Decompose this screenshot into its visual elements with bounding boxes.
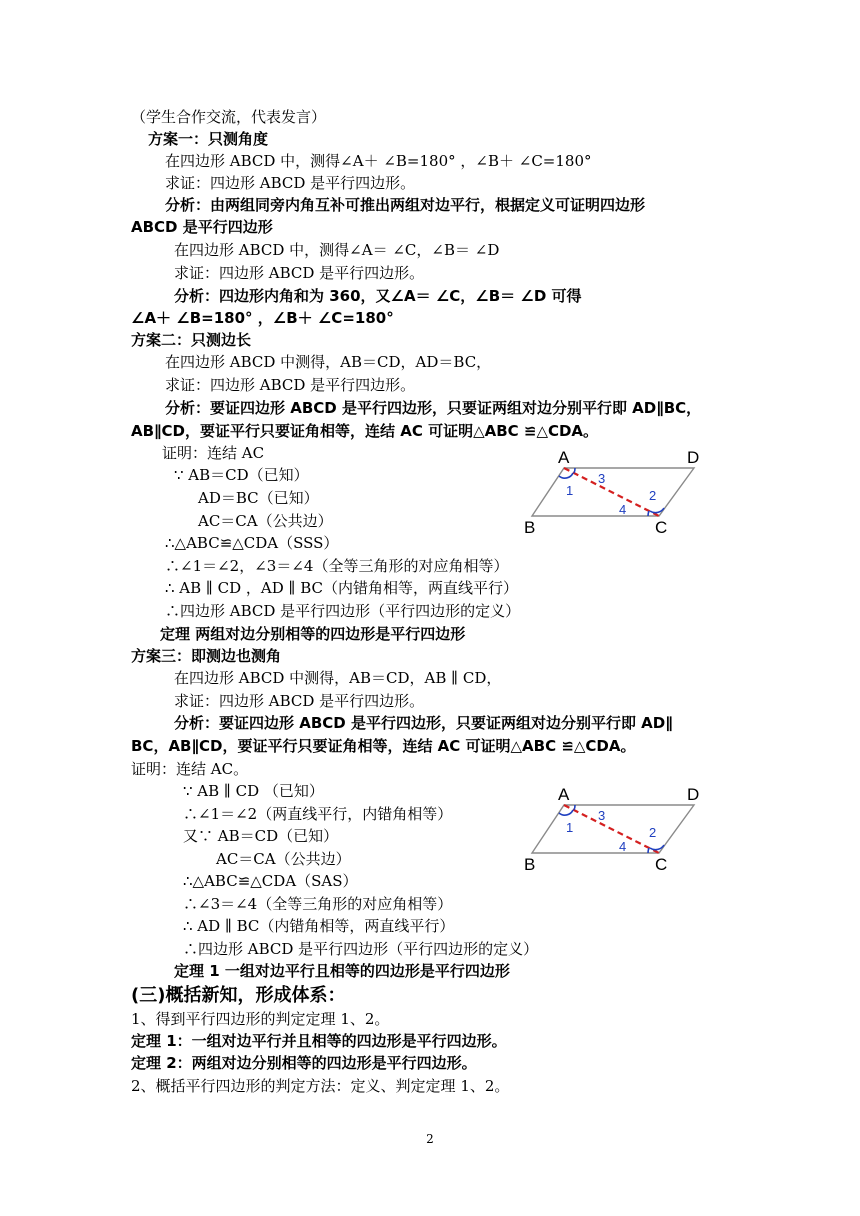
- angle-2-label: 2: [649, 488, 657, 503]
- proof-line: 证明：连结 AC: [162, 444, 265, 462]
- angle-3-mark: [574, 468, 575, 473]
- analysis-line: 分析：由两组同旁内角互补可推出两组对边平行，根据定义可证明四边形: [165, 196, 646, 214]
- theorem-line: 定理 1 一组对边平行且相等的四边形是平行四边形: [174, 962, 510, 980]
- proof-line: ∴∠3＝∠4（全等三角形的对应角相等）: [183, 895, 453, 913]
- text-line: 在四边形 ABCD 中，测得∠A＋ ∠B=180° ，∠B＋ ∠C=180°: [165, 152, 592, 170]
- analysis-line: AB∥CD，要证平行只要证角相等，连结 AC 可证明△ABC ≌△CDA。: [131, 422, 599, 440]
- vertex-a-label: A: [558, 785, 570, 804]
- text-line: 在四边形 ABCD 中测得，AB＝CD，AB ∥ CD，: [174, 669, 502, 687]
- text-line: （学生合作交流，代表发言）: [131, 108, 327, 126]
- angle-2-label: 2: [649, 825, 657, 840]
- proof-line: AC＝CA（公共边）: [198, 512, 333, 530]
- vertex-c-label: C: [655, 518, 668, 536]
- angle-4-label: 4: [619, 839, 627, 854]
- vertex-b-label: B: [524, 518, 536, 536]
- angle-4-mark: [648, 511, 649, 516]
- text-line: 在四边形 ABCD 中测得，AB＝CD，AD＝BC，: [165, 353, 492, 371]
- analysis-line: ABCD 是平行四边形: [131, 218, 273, 236]
- theorem-line: 定理 两组对边分别相等的四边形是平行四边形: [160, 625, 466, 643]
- text-line: 求证：四边形 ABCD 是平行四边形。: [165, 174, 416, 192]
- analysis-line: ∠A＋ ∠B=180° ，∠B＋ ∠C=180°: [131, 309, 394, 327]
- analysis-line: 分析：要证四边形 ABCD 是平行四边形，只要证两组对边分别平行即 AD∥: [174, 714, 673, 732]
- angle-1-mark: [559, 810, 573, 815]
- proof-line: ∵ AB ∥ CD （已知）: [183, 782, 324, 800]
- diagonal-ac: [564, 468, 659, 516]
- vertex-d-label: D: [687, 785, 700, 804]
- heading-scheme-3: 方案三：即测边也测角: [131, 647, 282, 665]
- heading-scheme-1: 方案一：只测角度: [148, 130, 269, 148]
- analysis-line: BC，AB∥CD，要证平行只要证角相等，连结 AC 可证明△ABC ≌△CDA。: [131, 737, 636, 755]
- proof-line: ∴∠1＝∠2，∠3＝∠4（全等三角形的对应角相等）: [165, 557, 509, 575]
- theorem-line: 定理 2：两组对边分别相等的四边形是平行四边形。: [131, 1054, 477, 1072]
- angle-1-label: 1: [566, 820, 574, 835]
- vertex-b-label: B: [524, 855, 536, 873]
- proof-line: ∴∠1＝∠2（两直线平行，内错角相等）: [183, 805, 453, 823]
- parallelogram-figure: [522, 446, 712, 536]
- proof-line: AC＝CA（公共边）: [216, 850, 351, 868]
- angle-1-label: 1: [566, 483, 574, 498]
- angle-1-mark: [559, 473, 573, 478]
- text-line: 在四边形 ABCD 中，测得∠A＝ ∠C，∠B＝ ∠D: [174, 241, 500, 259]
- text-line: 2、概括平行四边形的判定方法：定义、判定定理 1、2。: [131, 1077, 510, 1095]
- angle-3-label: 3: [598, 808, 606, 823]
- proof-line: ∴四边形 ABCD 是平行四边形（平行四边形的定义）: [183, 940, 539, 958]
- text-line: 1、得到平行四边形的判定定理 1、2。: [131, 1010, 390, 1028]
- angle-4-label: 4: [619, 502, 627, 517]
- text-line: 求证：四边形 ABCD 是平行四边形。: [165, 376, 416, 394]
- section-heading: (三)概括新知，形成体系：: [131, 985, 346, 1006]
- angle-3-mark: [574, 805, 575, 810]
- proof-line: ∴四边形 ABCD 是平行四边形（平行四边形的定义）: [165, 602, 521, 620]
- proof-line: ∴△ABC≌△CDA（SSS）: [165, 534, 339, 552]
- proof-line: ∴ AB ∥ CD ，AD ∥ BC（内错角相等，两直线平行）: [165, 579, 519, 597]
- text-line: 求证：四边形 ABCD 是平行四边形。: [174, 692, 425, 710]
- proof-line: ∵ AB＝CD（已知）: [174, 466, 309, 484]
- theorem-line: 定理 1：一组对边平行并且相等的四边形是平行四边形。: [131, 1032, 507, 1050]
- proof-line: AD＝BC（已知）: [198, 489, 319, 507]
- angle-4-mark: [648, 848, 649, 853]
- parallelogram-figure-2: [522, 783, 712, 873]
- page-number: 2: [426, 1132, 434, 1146]
- analysis-line: 分析：四边形内角和为 360，又∠A＝ ∠C，∠B＝ ∠D 可得: [174, 287, 582, 305]
- text-line: 求证：四边形 ABCD 是平行四边形。: [174, 264, 425, 282]
- vertex-d-label: D: [687, 448, 700, 467]
- heading-scheme-2: 方案二：只测边长: [131, 331, 252, 349]
- vertex-c-label: C: [655, 855, 668, 873]
- proof-line: 证明：连结 AC。: [131, 760, 249, 778]
- angle-3-label: 3: [598, 471, 606, 486]
- proof-line: ∴ AD ∥ BC（内错角相等，两直线平行）: [183, 917, 455, 935]
- proof-line: ∴△ABC≌△CDA（SAS）: [183, 872, 358, 890]
- analysis-line: 分析：要证四边形 ABCD 是平行四边形，只要证两组对边分别平行即 AD∥BC，: [165, 399, 702, 417]
- proof-line: 又∵ AB＝CD（已知）: [183, 827, 339, 845]
- vertex-a-label: A: [558, 448, 570, 467]
- diagonal-ac: [564, 805, 659, 853]
